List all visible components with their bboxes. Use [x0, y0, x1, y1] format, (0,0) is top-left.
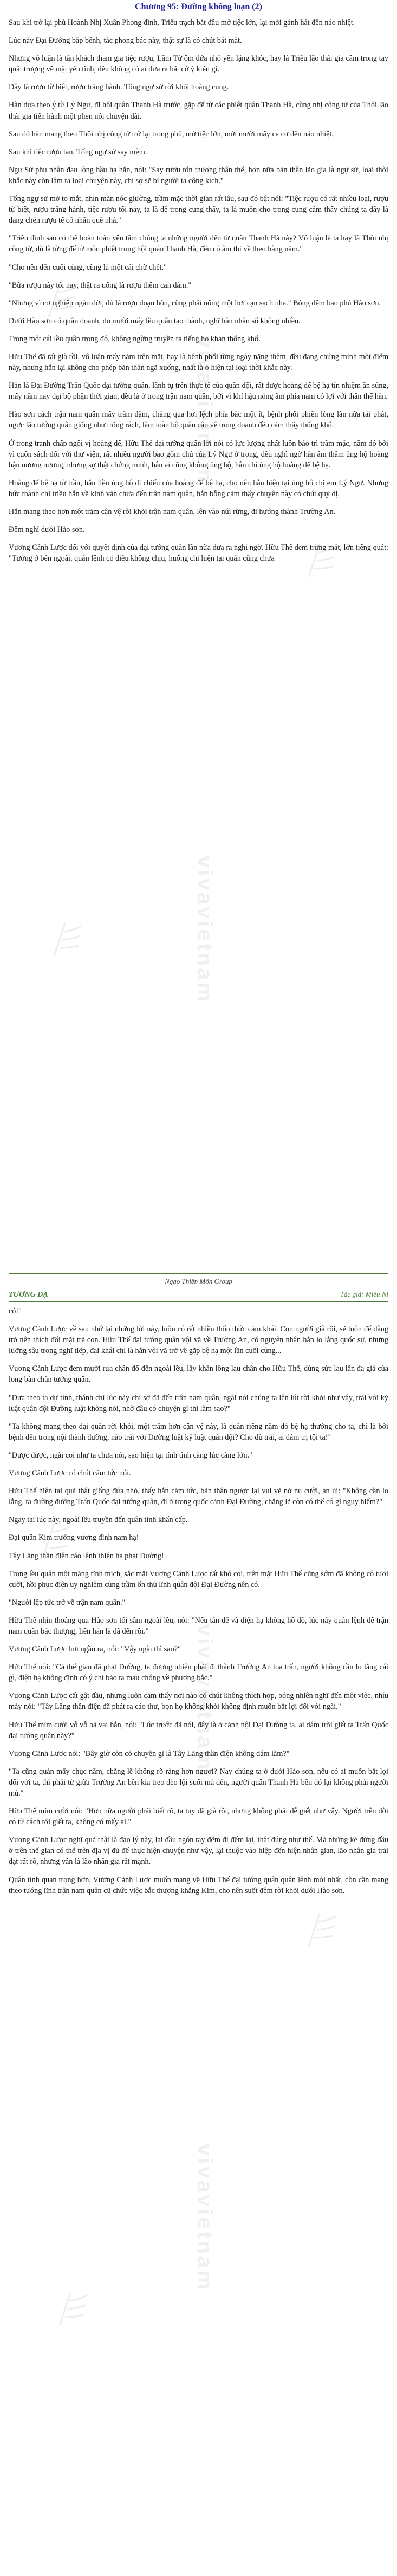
paragraph: Trong một cái lều quân trong đó, không ngừng truyền ra tiếng ho khan thống khổ. — [9, 334, 261, 343]
author-credit: Tác giả: Miêu Nị — [340, 1290, 388, 1298]
document-page-2 — [0, 1288, 397, 2576]
paragraph: Sau khi trở lại phủ Hoành Nhị Xuân Phong đình, Triều trạch bắt đầu mở tiệc lớn, lại mời gánh hát đến náo nhiệt. — [9, 18, 355, 27]
paragraph: Vương Cảnh Lược đem mười rưa chân đổ đến ngoài lều, lấy khăn lông lau chân cho Hữu Thế, dùng sức lau lần đa giá của long bàn chân tướng quân. — [9, 1364, 388, 1384]
paragraph: Vương Cảnh Lược đối với quyết định của đại tướng quân lần nữa đưa ra nghi ngờ. Hữu Thế đem trừng mắt, lớn tiếng quát: "Tướng ở bên ngoài, quân lệnh có điều không chịu, huống chi hiện tại quân cũng chưa — [9, 543, 388, 563]
watermark-text: vivavietnam — [193, 1624, 217, 1772]
paragraph: Nhưng vô luận là tân khách tham gia tiệc rượu, Lâm Tử ôm đứa nhỏ yên lặng khóc, hay là Triều lão thái gia cầm trong tay quải trượng về mặt yên tĩnh, đều không có ai đưa ra bất cứ ý kiến gì. — [9, 54, 388, 74]
paragraph: Hàn dựa theo ý từ Lý Ngư, đi hội quân Thanh Hà trước, gặp để từ các phiệt quân Thanh Hà, cùng nhị công tử của Thôi lão thái gia tiến hành một phen nói chuyện dài. — [9, 101, 388, 121]
paragraph: Hữu Thế nhìn thoáng qua Hào sơn tối sầm ngoài lều, nói: "Nếu tân đế và điện hạ không hồ đồ, lúc này quân lệnh để trận nam quân bắc thượng, liền hẳn là đã đến rồi." — [9, 1616, 388, 1636]
paragraph: "Cho nên đến cuối cùng, cũng là một cái chữ chết." — [9, 263, 167, 272]
paragraph: Đại quân Kim trướng vương đình nam hạ! — [9, 1533, 139, 1543]
chapter-body — [9, 17, 388, 564]
paragraph: Trong lều quân một mảng tĩnh mịch, sắc mặt Vương Cảnh Lược rất khó coi, trên mặt Hữu Thế cũng sớm đã không có tươi cười, hồi phục điện uy nghiêm cùng trầm ổn thủ lĩnh quân đội Đại Đường nên có. — [9, 1569, 388, 1589]
paragraph: "Triều đình sao có thể hoàn toàn yên tâm chúng ta những người đến từ quân Thanh Hà này? Vô luận là ta hay là Thôi nhị công tử, dù là từng để từ môn phiệt trong hội quán Thanh Hà, đều có âm thị về theo hàng năm." — [9, 234, 388, 254]
paragraph: Hữu Thế hiện tại quả thật giống đứa nhỏ, thấy hắn căm tức, bản thân ngược lại vui vẻ nở nụ cười, an ủi: "Không cần lo lắng, ta đường đường Trấn Quốc đại tướng quân, đi ở trong quốc cảnh Đại Đường, chẳng lẽ còn có thể có gì nguy hiểm?" — [9, 1487, 388, 1507]
paragraph: "Dựa theo ta dự tính, thánh chỉ lúc này chỉ sợ đã đến trận nam quân, ngài nói chúng ta lên lút rời khỏi như vậy, trái với kỷ luật quân đội Đường luật không nói, nhờ đâu có chuyện gì thì làm sao?" — [9, 1393, 388, 1413]
paragraph: Hắn mang theo hơn một trăm cận vệ rời khỏi trận nam quân, lên vào núi rừng, đi hướng thành Trường An. — [9, 508, 336, 516]
chapter-title: Chương 95: Đường khống loạn (2) — [135, 2, 262, 11]
paragraph: "Ta không mang theo đại quân rời khỏi, một trăm hơn cận vệ này, là quân riêng năm đó bệ hạ thưởng cho ta, chỉ là bởi bệnh đến trong nội thành dưỡng, nào trái với Đường luật kỷ luật quân đội? Cho dù trái, ai dám trị tội ta!" — [9, 1422, 388, 1442]
paragraph: Hoàng đế bệ hạ từ trần, hắn liền ủng hộ di chiếu của hoàng đế bệ hạ, cho nên hắn hiện tại ủng hộ chị em Lý Ngư. Nhưng bức thành chi triều hắn về kinh văn chưa đến trận nam quân, hắn bỗng cảm thấy chuyện này có chút quỷ dị. — [9, 478, 388, 498]
book-title: TƯƠNG DẠ — [9, 1291, 48, 1299]
watermark-text: vivavietnam — [193, 336, 217, 484]
paragraph: Hữu Thế nói: "Cả thế gian đã phạt Đường, ta đương nhiên phải đi thành Trường An tọa trấn, người không cần lo lắng cái gì, điện hạ không định có ý chỉ bảo ta mau chóng về phương bắc." — [9, 1663, 388, 1683]
watermark-text: vivavietnam — [193, 856, 217, 1004]
paragraph: Sau đó hắn mang theo Thôi nhị công tử trở lại trong phủ, mở tiệc lớn, mời mười mấy ca cơ đến náo nhiệt. — [9, 129, 334, 139]
paragraph: Tây Lăng thần điện cáo lệnh thiên hạ phạt Đường! — [9, 1551, 164, 1560]
paragraph: Đây là rượu từ biệt, rượu trăng hành. Tống ngự sử rời khỏi hoàng cung. — [9, 83, 229, 92]
paragraph: Vương Cảnh Lược về sau nhớ lại những lời này, luôn có rất nhiều thổn thức cảm khái. Con người già rồi, sẽ luôn để dàng trở nên thích đối mặt trẻ con. Hữu Thế đại tướng quân vội vã về Trường An, có nguyên nhân hắn lo lắng quốc sự, nhưng lưỡng sâu trong nghĩ tiếp, đại khái chỉ là hắn vội vã trở về gặp bệ hạ một lần cuối cùng... — [9, 1325, 388, 1356]
paragraph: Ngư Sử phu nhân đau lòng hầu hạ hắn, nói: "Say rượu tổn thương thân thể, hơn nữa bản thân lão gia là ngự sử, loại thời khắc này còn lâm ra loại chuyện này, chỉ sợ sẽ bị người ta công kích." — [9, 165, 388, 185]
paragraph: "Bữa rượu này tối nay, thật ra uống là rượu thêm can đảm." — [9, 281, 192, 290]
paragraph: "Được được, ngài coi như ta chưa nói, sao hiện tại tính tình càng lúc càng lớn." — [9, 1450, 252, 1460]
paragraph: Quân tình quan trọng hơn, Vương Cảnh Lược muốn mang về Hữu Thế đại tướng quân quân lệnh mới nhất, còn cần mang theo tướng lĩnh trận nam quân cũ chức việc bắc thượng khẳng Kim, cho nên suốt đêm rời khỏi dưới Hào sơn. — [9, 1875, 388, 1895]
page-footer: Ngạo Thiên Môn Group — [9, 1273, 388, 1286]
paragraph: Vương Cảnh Lược có chút căm tức nói. — [9, 1469, 131, 1478]
paragraph: Hữu Thế đã rất già rồi, vô luận mấy năm trên mặt, hay là bệnh phổi từng ngày nặng thêm, đều đang chứng minh một điểm này, nhưng hắn lại không cho phép bản thân ngã xuống, nhất là ở hiện tại loại thời khắc này. — [9, 352, 388, 373]
paragraph: Sau khi tiệc rượu tan, Tống ngự sử say mèm. — [9, 147, 147, 157]
paragraph: Vương Cảnh Lược cất gật đầu, nhưng luôn cảm thấy nơi nào có chút không thích hợp, bóng nhiên nghĩ đến một việc, nhíu mày nói: "Tây Lăng thần điện đã phát ra cáo thư, bọn họ không khỏi không định muốn bắt lợi đối với ngài." — [9, 1692, 388, 1712]
paragraph: "Nhưng vì cơ nghiệp ngàn đời, đủ là rượu đoạn hồn, cũng phải uống một hơi cạn sạch nha." Bóng đêm bao phủ Hào sơn. — [9, 298, 381, 308]
paragraph: Vương Cảnh Lược nghĩ quả thật là đạo lý này, lại đầu ngón tay đếm đi đếm lại, thật đúng như thế. Mà những kẻ đứng đầu ở trên thế gian có thể trên địa vị đủ để thực hiện chuyện như vậy, lại thuộc vào hiệp đến hiện nhân gian, lão nhân gia trải đạt rất rõ, nhưng vẫn là lão nhân gia rất mạnh. — [9, 1836, 388, 1866]
paragraph: Đêm nghỉ dưới Hào sơn. — [9, 525, 85, 535]
paragraph: Hữu Thế mỉm cười vỗ vỗ bả vai hắn, nói: "Lúc trước đã nói, đây là ở cảnh nội Đại Đường ta, ai dám trời giết ta Trấn Quốc đại tướng quân này?" — [9, 1720, 388, 1740]
paragraph: Hào sơn cách trận nam quân mấy trăm dặm, chẳng qua hơi lệch phía bắc một ít, bệnh phổi phiền lòng lần nữa tái phát, ngực lão tướng quân giống như trống rách, làm toàn bộ quân cận vệ trong doanh đều cảm thấy thống khổ. — [9, 410, 388, 430]
page-header — [9, 1290, 388, 1302]
paragraph: Dưới Hào sơn có quân doanh, do mười mấy lều quân tạo thành, nghĩ hàn nhân sổ không nhiều. — [9, 316, 301, 326]
paragraph: Ngay tại lúc này, ngoài lều truyền đến quân tình khẩn cấp. — [9, 1515, 188, 1525]
paragraph: "Người lập tức trở về trận nam quân." — [9, 1598, 126, 1607]
watermark-text: vivavietnam — [193, 2144, 217, 2292]
paragraph: có!" — [9, 1307, 22, 1316]
paragraph: Hữu Thế mỉm cười nói: "Hơn nữa người phải biết rõ, ta tuy đã già rồi, nhưng không phải dễ giết như vậy. Người trên đời có từ cách tới giết ta, không có mấy ai." — [9, 1807, 388, 1827]
bamboo-watermark-icon — [303, 1911, 341, 1949]
paragraph: Vương Cảnh Lược nói: "Bây giờ còn có chuyện gì là Tây Lăng thần điện không dám làm?" — [9, 1749, 290, 1758]
bamboo-watermark-icon — [54, 2290, 92, 2328]
chapter-body — [9, 1306, 388, 1896]
paragraph: "Ta cũng quản mấy chục năm, chẳng lẽ không rõ ràng hơn ngươi? Nay chúng ta ở dưới Hào sơn, nếu có ai muốn bắt lợi đối với ta, thì phải từ giữa Trường An bên kia treo đèo lội suối mà đến, người quân Thanh Hà bên đó lại không phải người mù." — [9, 1767, 388, 1798]
paragraph: Hắn là Đại Đường Trấn Quốc đại tướng quân, lãnh tụ trên thực tế của quân đội, rất được hoàng đế bệ hạ tín nhiệm ân sủng, mấy năm nay đại bộ phận thời gian, đều là ở trong trận nam quân, bởi vì khí hậu nóng ẩm phía nam có lợi với thân thể hắn. — [9, 381, 388, 401]
paragraph: Lúc này Đại Đường bắp bênh, tác phong bác này, thật sự là có chút bắt mắt. — [9, 36, 242, 45]
paragraph: Ở trong tranh chấp ngôi vị hoàng đế, Hữu Thế đại tướng quân lời nói có lực lượng nhất luôn bảo trì trầm mặc, năm đó bởi vì cuốn sách đối với thư viện, rất nhiều người bao gồm chủ của Lý Ngư ở trong, đều nghĩ ngờ hắn âm thầm ủng hộ hoàng hậu nương nương, nhưng sự thật chứng minh, hắn ai cũng không ủng hộ, hắn chỉ ủng hộ hoàng đế bệ hạ. — [9, 439, 388, 470]
paragraph: Vương Cảnh Lược hơi ngần ra, nói: "Vậy ngài thì sao?" — [9, 1645, 181, 1654]
bamboo-watermark-icon — [49, 921, 87, 959]
paragraph: Tống ngự sử mở to mắt, nhìn màn nóc giường, trầm mặc thời gian rất lâu, sau đó bật nói: "Tiệc rượu có rất nhiều loại, rượu từ biệt, rượu trăng hành, tiệc rượu tối nay, ta là để trong cung thấy, ta là muốn cho trong cung cảm thấy chúng ta đây là đang chén rượu tế cổ nhân quê nhà." — [9, 194, 388, 225]
